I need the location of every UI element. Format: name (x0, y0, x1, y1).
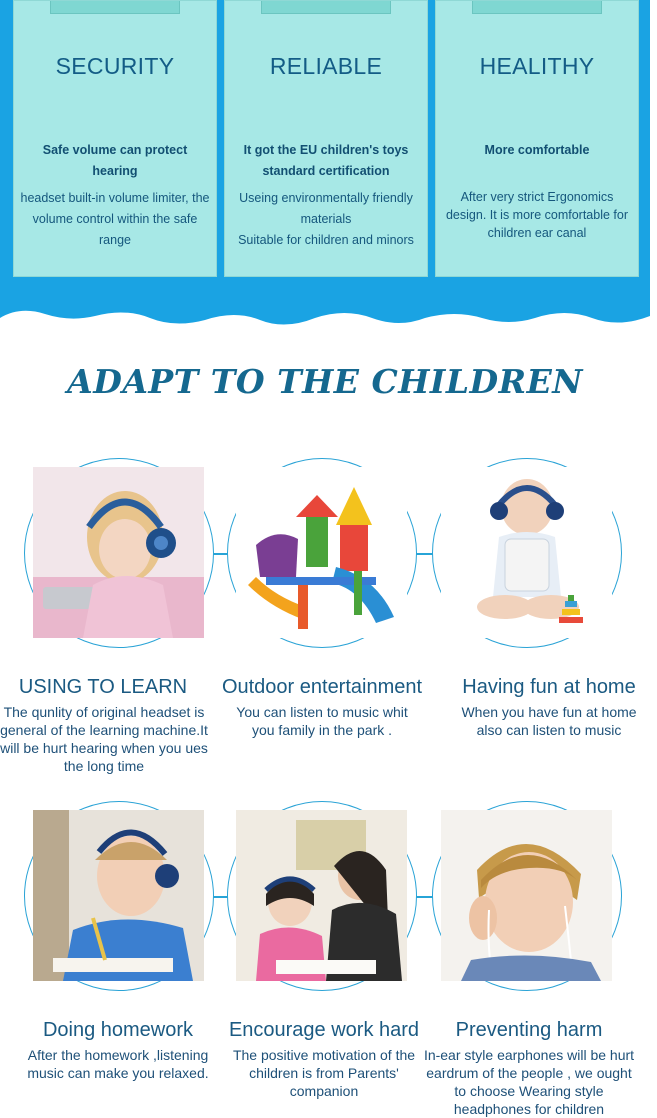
use-description: The positive motivation of the children is from Parents' companion (232, 1047, 416, 1099)
card-body: headset built-in volume limiter, the volume control within the safe range (20, 191, 210, 247)
girl-headphones-image (33, 467, 204, 638)
card-subtitle: More comfortable (484, 143, 590, 157)
photo-circle-prevent (432, 801, 622, 991)
wave-divider (0, 296, 650, 346)
photo-circle-encourage (227, 801, 417, 991)
use-description: In-ear style earphones will be hurt eardrum of the people , we ought to choose Wearing style headphones for children (423, 1047, 635, 1117)
card-title: RELIABLE (269, 53, 383, 79)
feature-card-healthy (435, 0, 639, 277)
card-body: Useing environmentally friendly materials (239, 191, 413, 226)
use-title: Outdoor entertainment (221, 676, 423, 698)
card-subtitle: Safe volume can protect hearing (42, 143, 188, 178)
card-subtitle: It got the EU children's toys standard certification (243, 143, 409, 178)
feature-card-reliable (224, 0, 428, 277)
photo-circle-playground (227, 458, 417, 648)
boy-homework-image (33, 810, 204, 981)
section-title: ADAPT TO THE CHILDREN (67, 362, 583, 401)
use-description: You can listen to music whit you family in the park . (236, 704, 408, 738)
card-title: HEALITHY (479, 53, 595, 79)
card-body-extra: Suitable for children and minors (238, 233, 414, 247)
use-title: Having fun at home (462, 676, 636, 698)
use-description: When you have fun at home also can listen to music (461, 704, 637, 738)
baby-headphones-image (441, 467, 612, 638)
use-description: The qunlity of original headset is general of the learning machine.It will be hurt hearing when you ues the long time (0, 704, 208, 774)
photo-circle-learning (24, 458, 214, 648)
boy-earphones-image (441, 810, 612, 981)
use-title: USING TO LEARN (18, 676, 188, 698)
card-title: SECURITY (55, 53, 175, 79)
use-title: Doing homework (42, 1019, 194, 1041)
use-title: Preventing harm (455, 1019, 603, 1041)
card-tab (472, 1, 602, 14)
photo-circle-homework (24, 801, 214, 991)
mother-child-image (236, 810, 407, 981)
photo-circle-home (432, 458, 622, 648)
card-tab (50, 1, 180, 14)
use-title: Encourage work hard (228, 1019, 420, 1041)
card-body: After very strict Ergonomics design. It is more comfortable for children ear canal (445, 190, 629, 240)
card-tab (261, 1, 391, 14)
playground-image (236, 467, 407, 638)
use-description: After the homework ,listening music can make you relaxed. (27, 1047, 209, 1081)
feature-card-security (13, 0, 217, 277)
